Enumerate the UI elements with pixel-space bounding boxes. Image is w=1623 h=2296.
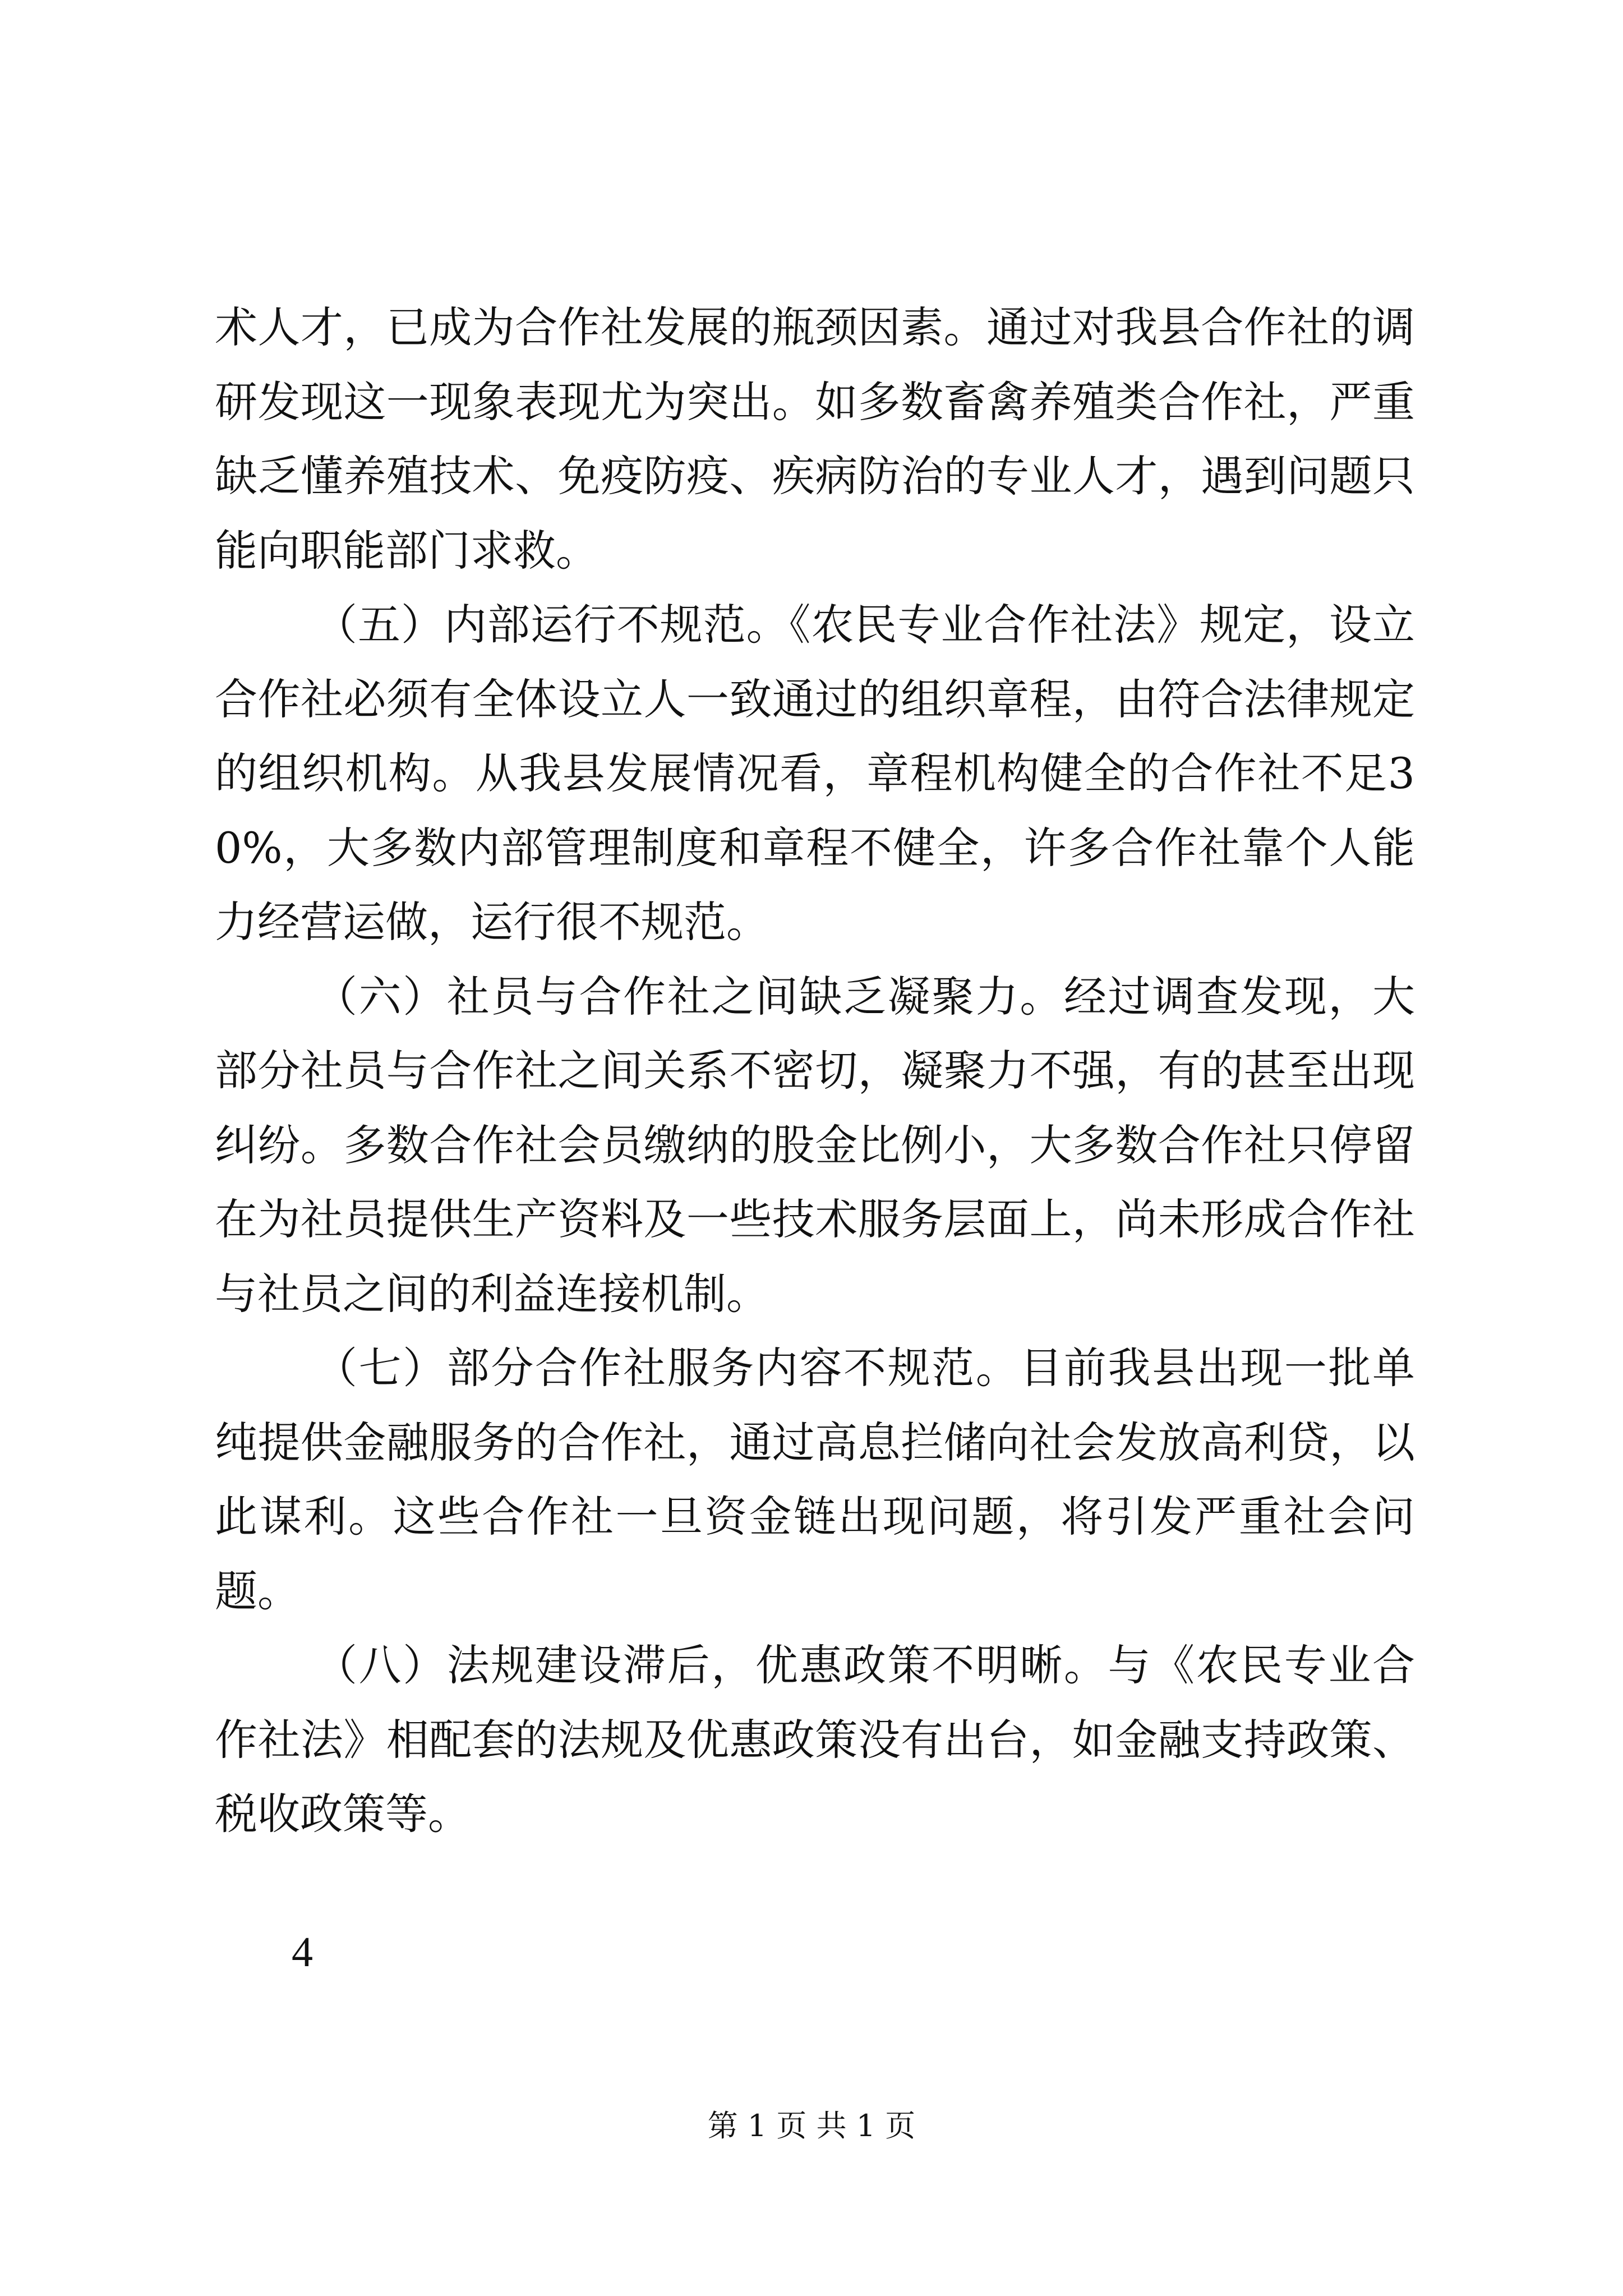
page-footer: 第 1 页 共 1 页 — [707, 2108, 916, 2143]
paragraph-section-6: （六）社员与合作社之间缺乏凝聚力。经过调查发现，大部分社员与合作社之间关系不密切，凝聚力不强，有的甚至出现纠纷。多数合作社会员缴纳的股金比例小，大多数合作社只停留在为社员提供生产资料及一些技术服务层面上，尚未形成合作社与社员之间的利益连接机制。 — [215, 971, 1415, 1319]
paragraph-section-7: （七）部分合作社服务内容不规范。目前我县出现一批单纯提供金融服务的合作社，通过高息拦储向社会发放高利贷，以此谋利。这些合作社一旦资金链出现问题，将引发严重社会问题。 — [215, 1343, 1415, 1616]
page-number: 4 — [292, 1929, 313, 1976]
paragraph-continuation: 术人才，已成为合作社发展的瓶颈因素。通过对我县合作社的调研发现这一现象表现尤为突出。如多数畜禽养殖类合作社，严重缺乏懂养殖技术、免疫防疫、疾病防治的专业人才，遇到问题只能向职能部门求救。 — [215, 302, 1415, 576]
document-body — [215, 291, 1415, 1852]
paragraph-section-8: （八）法规建设滞后，优惠政策不明晰。与《农民专业合作社法》相配套的法规及优惠政策没有出台，如金融支持政策、税收政策等。 — [215, 1640, 1415, 1839]
paragraph-section-5: （五）内部运行不规范。《农民专业合作社法》规定，设立合作社必须有全体设立人一致通过的组织章程，由符合法律规定的组织机构。从我县发展情况看，章程机构健全的合作社不足30%，大多数内部管理制度和章程不健全，许多合作社靠个人能力经营运做，运行很不规范。 — [215, 600, 1415, 947]
